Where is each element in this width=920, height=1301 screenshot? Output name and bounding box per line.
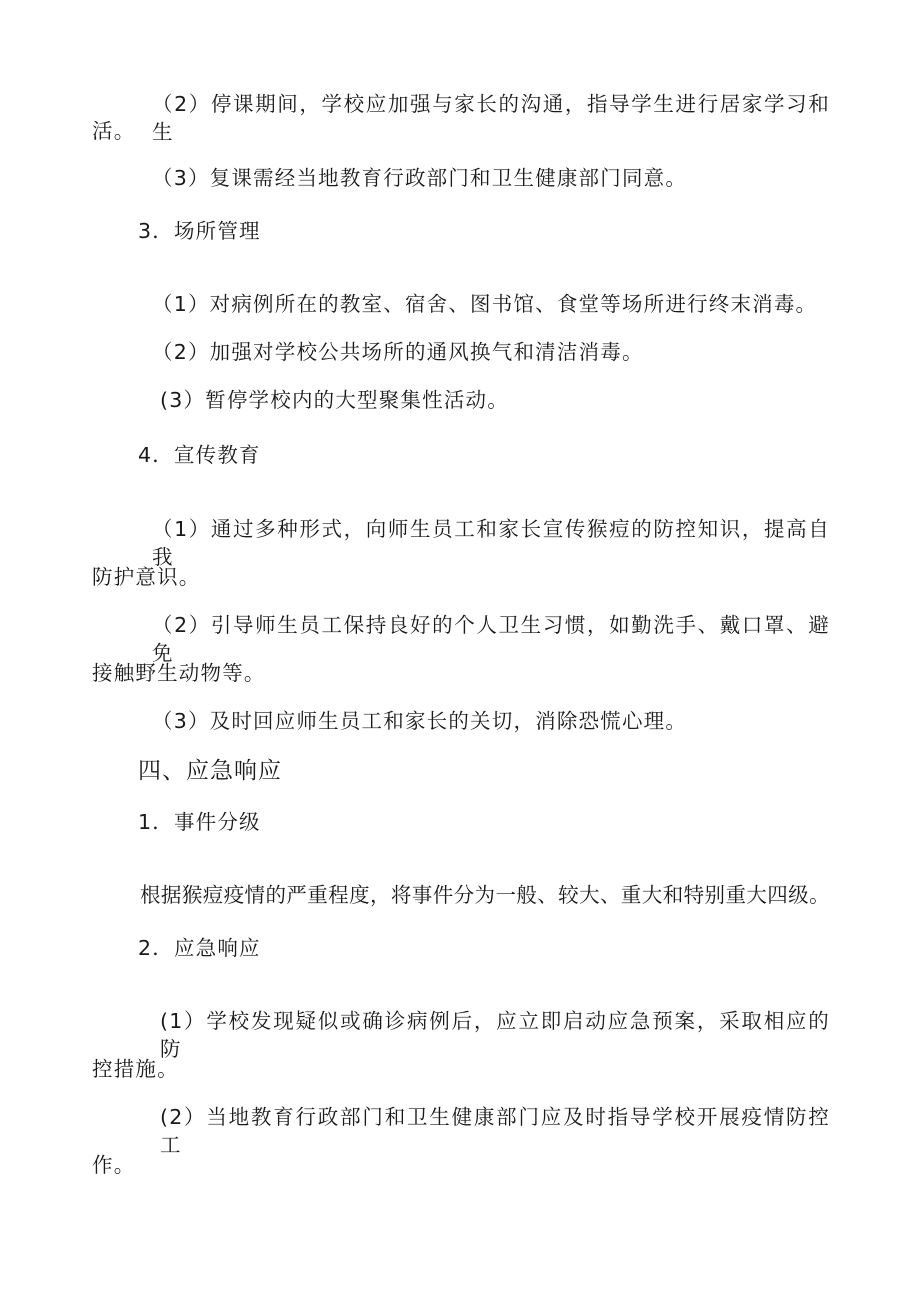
section-heading: 3．场所管理 [138, 219, 261, 243]
paragraph-line: (1）学校发现疑似或确诊病例后，应立即启动应急预案，采取相应的防 [160, 1009, 830, 1061]
chapter-heading: 四、应急响应 [138, 758, 282, 784]
paragraph-line: 防护意识。 [92, 565, 201, 589]
paragraph-line: (2）当地教育行政部门和卫生健康部门应及时指导学校开展疫情防控工 [160, 1105, 830, 1157]
paragraph-line: 根据猴痘疫情的严重程度，将事件分为一般、较大、重大和特别重大四级。 [140, 883, 830, 907]
paragraph-line: 接触野生动物等。 [92, 661, 266, 685]
paragraph-line: （3）复课需经当地教育行政部门和卫生健康部门同意。 [152, 166, 688, 190]
section-heading: 1．事件分级 [138, 810, 261, 834]
paragraph-line: 活。 [92, 119, 136, 143]
paragraph-line: （2）停课期间，学校应加强与家长的沟通，指导学生进行居家学习和生 [152, 92, 830, 144]
section-heading: 4．宣传教育 [138, 443, 261, 467]
paragraph-line: （1）通过多种形式，向师生员工和家长宣传猴痘的防控知识，提高自我 [152, 517, 830, 569]
paragraph-line: (3）暂停学校内的大型聚集性活动。 [160, 388, 509, 412]
paragraph-line: （1）对病例所在的教室、宿舍、图书馆、食堂等场所进行终末消毒。 [152, 292, 818, 316]
section-heading: 2．应急响应 [138, 936, 261, 960]
paragraph-line: （2）引导师生员工保持良好的个人卫生习惯，如勤洗手、戴口罩、避免 [152, 613, 830, 665]
paragraph-line: （3）及时回应师生员工和家长的关切，消除恐慌心理。 [152, 709, 688, 733]
paragraph-line: 作。 [92, 1153, 136, 1177]
paragraph-line: （2）加强对学校公共场所的通风换气和清洁消毒。 [152, 340, 644, 364]
paragraph-line: 控措施。 [92, 1057, 179, 1081]
